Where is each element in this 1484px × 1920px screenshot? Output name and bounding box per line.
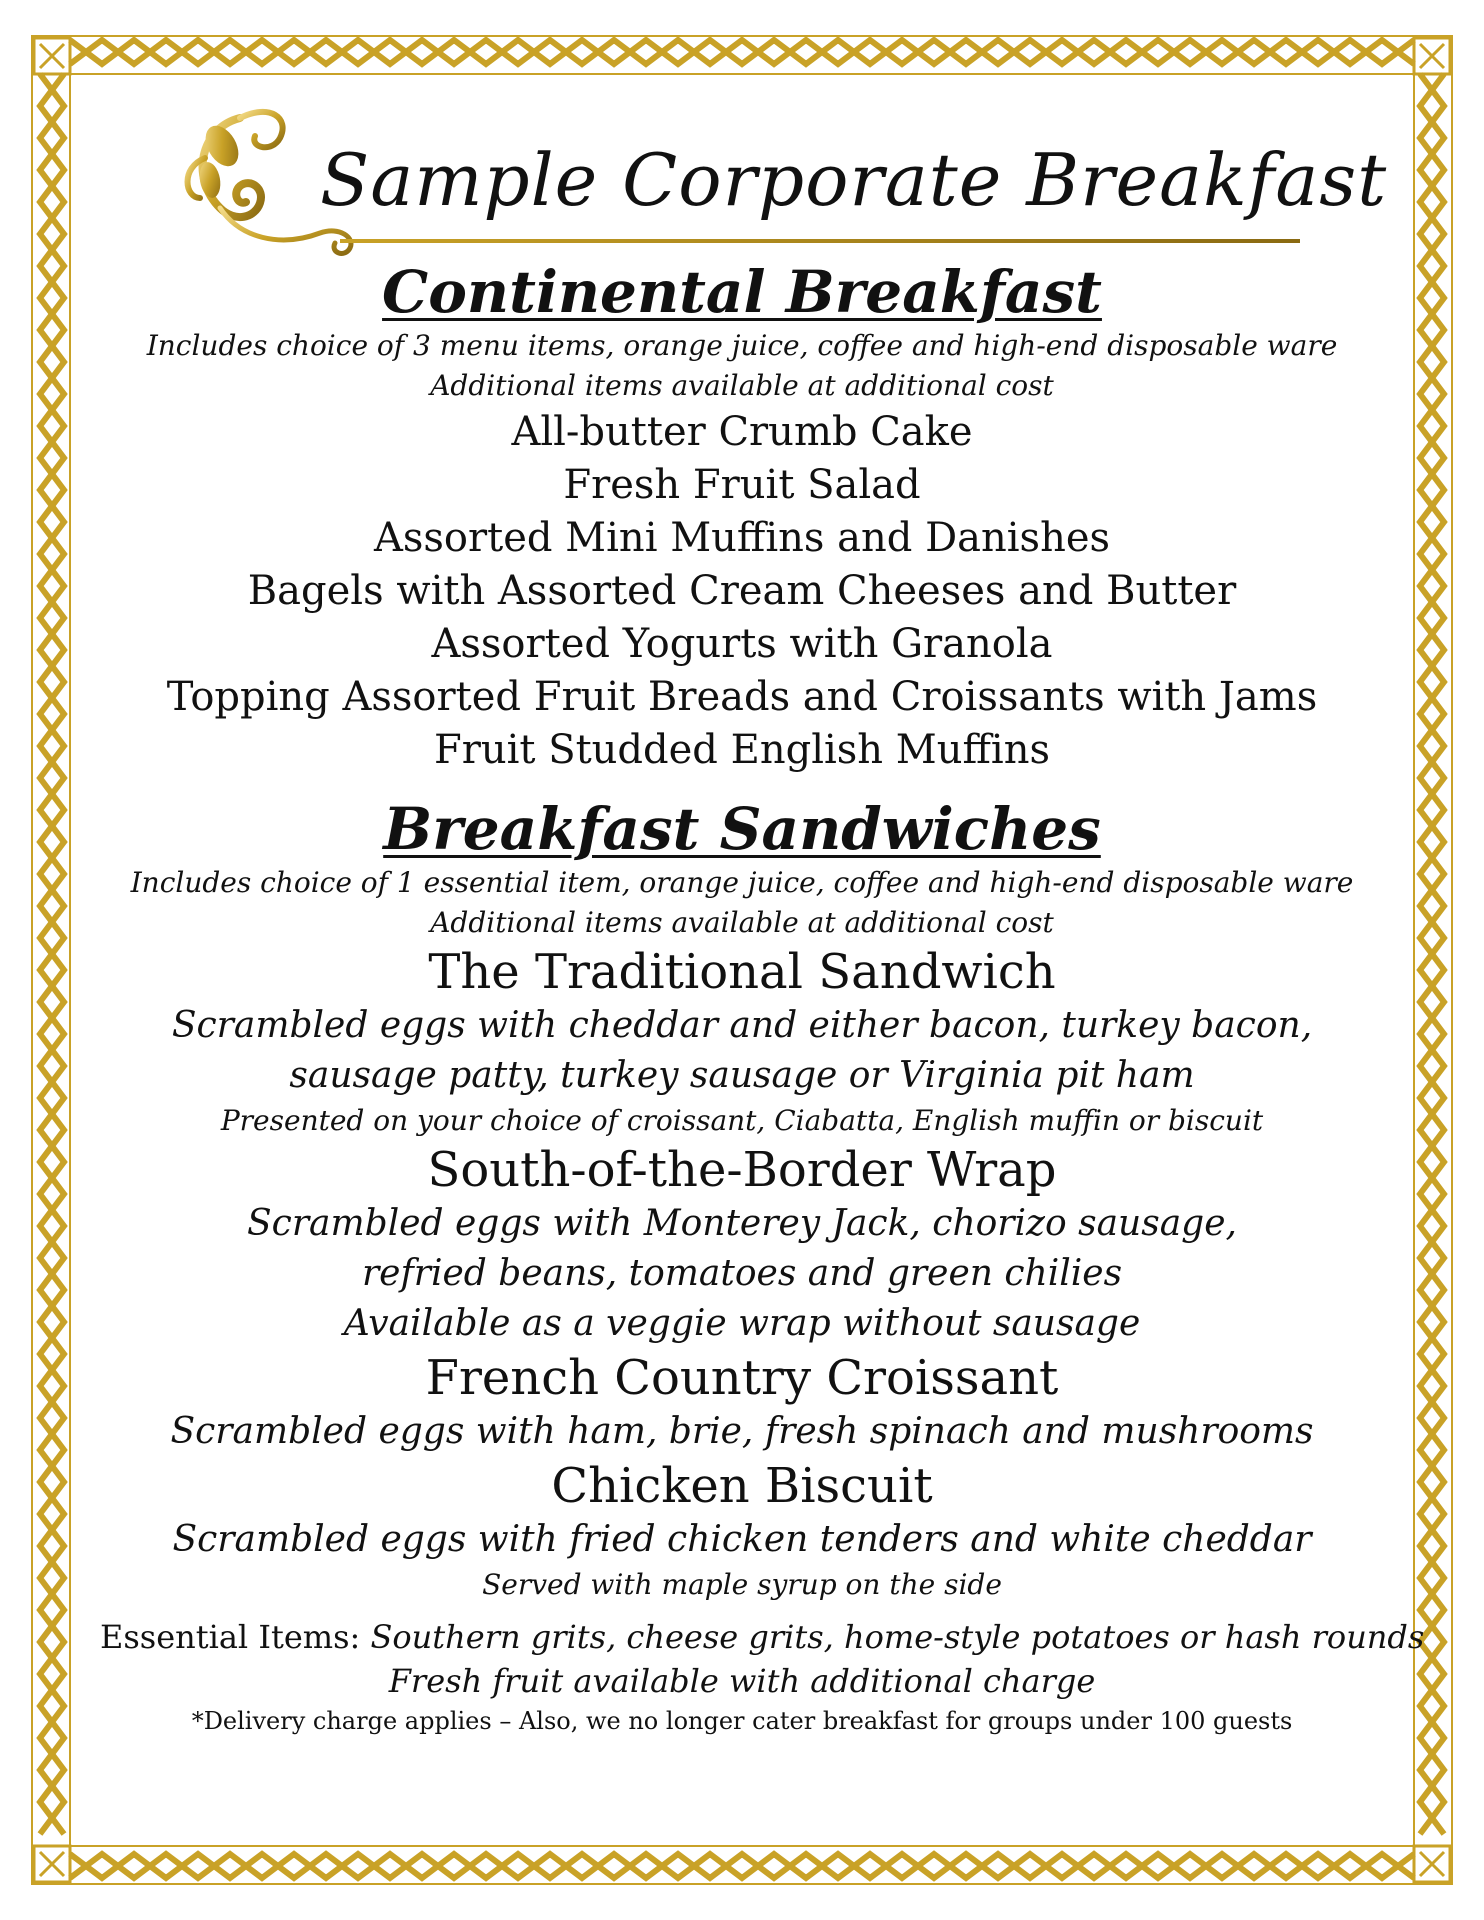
essential-items <box>100 1615 1425 1659</box>
sandwich-description: sausage patty, turkey sausage or Virginia pit ham <box>289 1055 1195 1096</box>
sandwich-description: Scrambled eggs with cheddar and either bacon, turkey bacon, <box>171 1005 1313 1046</box>
continental-item: Topping Assorted Fruit Breads and Croissants with Jams <box>166 674 1318 720</box>
sandwiches-includes: Includes choice of 1 essential item, orange juice, coffee and high-end disposable ware <box>130 866 1354 899</box>
sandwich-description: Scrambled eggs with ham, brie, fresh spinach and mushrooms <box>170 1411 1314 1452</box>
essential-items-label: Essential Items: <box>100 1618 361 1656</box>
sandwiches-additional: Additional items available at additional cost <box>430 906 1054 939</box>
continental-item: Fruit Studded English Muffins <box>433 727 1051 773</box>
continental-item: Bagels with Assorted Cream Cheeses and Butter <box>247 568 1237 614</box>
continental-heading: Continental Breakfast <box>382 258 1102 326</box>
sandwich-name: The Traditional Sandwich <box>428 944 1056 1000</box>
delivery-note: *Delivery charge applies – Also, we no longer cater breakfast for groups under 100 guests <box>191 1707 1293 1735</box>
continental-additional: Additional items available at additional cost <box>430 369 1054 402</box>
continental-item: Assorted Mini Muffins and Danishes <box>373 515 1111 561</box>
essential-items-text: Southern grits, cheese grits, home-style potatoes or hash rounds <box>360 1618 1425 1656</box>
sandwich-name: Chicken Biscuit <box>551 1458 933 1514</box>
menu-content <box>100 258 1425 1739</box>
page-title: Sample Corporate Breakfast <box>320 138 1388 222</box>
sandwich-description: Scrambled eggs with Monterey Jack, chorizo sausage, <box>247 1203 1237 1244</box>
sandwich-name: French Country Croissant <box>425 1350 1059 1406</box>
sandwich-note: Available as a veggie wrap without sausage <box>343 1303 1141 1344</box>
continental-item: Assorted Yogurts with Granola <box>431 621 1053 667</box>
sandwich-description: refried beans, tomatoes and green chilies <box>361 1253 1123 1294</box>
sandwich-name: South-of-the-Border Wrap <box>427 1142 1057 1198</box>
continental-item: Fresh Fruit Salad <box>563 462 921 508</box>
continental-includes: Includes choice of 3 menu items, orange juice, coffee and high-end disposable ware <box>146 329 1338 362</box>
fresh-fruit-note: Fresh fruit available with additional charge <box>388 1662 1096 1700</box>
continental-item: All-butter Crumb Cake <box>511 409 973 455</box>
sandwiches-heading: Breakfast Sandwiches <box>383 795 1101 863</box>
sandwich-description: Scrambled eggs with fried chicken tenders and white cheddar <box>172 1519 1312 1560</box>
title-underline <box>340 237 1300 247</box>
sandwich-note: Presented on your choice of croissant, Ciabatta, English muffin or biscuit <box>220 1104 1264 1137</box>
sandwich-note: Served with maple syrup on the side <box>482 1568 1002 1601</box>
